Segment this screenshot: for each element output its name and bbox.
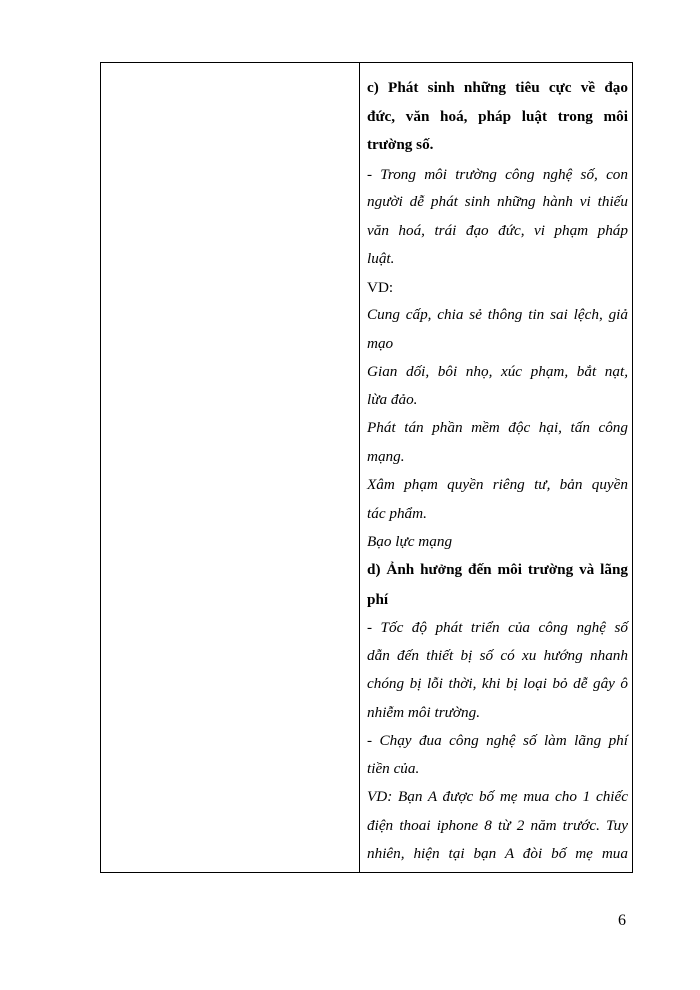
column-divider bbox=[359, 63, 360, 872]
page-number: 6 bbox=[618, 912, 626, 929]
text-line: Gian dối, bôi nhọ, xúc phạm, bắt nạt, bbox=[367, 363, 628, 380]
text-line: VD: bbox=[367, 279, 394, 296]
text-line: - Trong môi trường công nghệ số, con bbox=[367, 166, 628, 183]
text-line: VD: Bạn A được bố mẹ mua cho 1 chiếc bbox=[367, 788, 628, 805]
text-line: tác phẩm. bbox=[367, 505, 427, 522]
text-line: nhiên, hiện tại bạn A đòi bố mẹ mua bbox=[367, 845, 628, 862]
text-line: Phát tán phần mềm độc hại, tấn công bbox=[367, 419, 628, 436]
text-line: c) Phát sinh những tiêu cực về đạo bbox=[367, 79, 628, 96]
text-line: điện thoai iphone 8 từ 2 năm trước. Tuy bbox=[367, 817, 628, 834]
text-line: luật. bbox=[367, 250, 395, 267]
text-line: phí bbox=[367, 591, 389, 608]
left-column-cell bbox=[101, 63, 359, 872]
text-line: chóng bị lỗi thời, khi bị loại bỏ dễ gây ô bbox=[367, 675, 628, 692]
text-line: Bạo lực mạng bbox=[367, 533, 453, 550]
text-line: mạo bbox=[367, 335, 394, 352]
text-line: - Chạy đua công nghệ số làm lãng phí bbox=[367, 732, 628, 749]
text-line: văn hoá, trái đạo đức, vi phạm pháp bbox=[367, 222, 628, 239]
text-line: đức, văn hoá, pháp luật trong môi bbox=[367, 108, 628, 125]
text-line: trường số. bbox=[367, 136, 434, 153]
content-table bbox=[100, 62, 633, 873]
right-column-cell bbox=[367, 63, 628, 872]
text-line: lừa đảo. bbox=[367, 391, 418, 408]
text-line: tiền của. bbox=[367, 760, 420, 777]
text-line: d) Ảnh hưởng đến môi trường và lãng bbox=[367, 561, 628, 578]
text-line: mạng. bbox=[367, 448, 405, 465]
text-line: người dễ phát sinh những hành vi thiếu bbox=[367, 193, 628, 210]
text-line: nhiễm môi trường. bbox=[367, 704, 480, 721]
text-line: dẫn đến thiết bị số có xu hướng nhanh bbox=[367, 647, 628, 664]
text-line: - Tốc độ phát triển của công nghệ số bbox=[367, 619, 628, 636]
text-line: Cung cấp, chia sẻ thông tin sai lệch, giả bbox=[367, 306, 628, 323]
text-line: Xâm phạm quyền riêng tư, bản quyền bbox=[367, 476, 628, 493]
